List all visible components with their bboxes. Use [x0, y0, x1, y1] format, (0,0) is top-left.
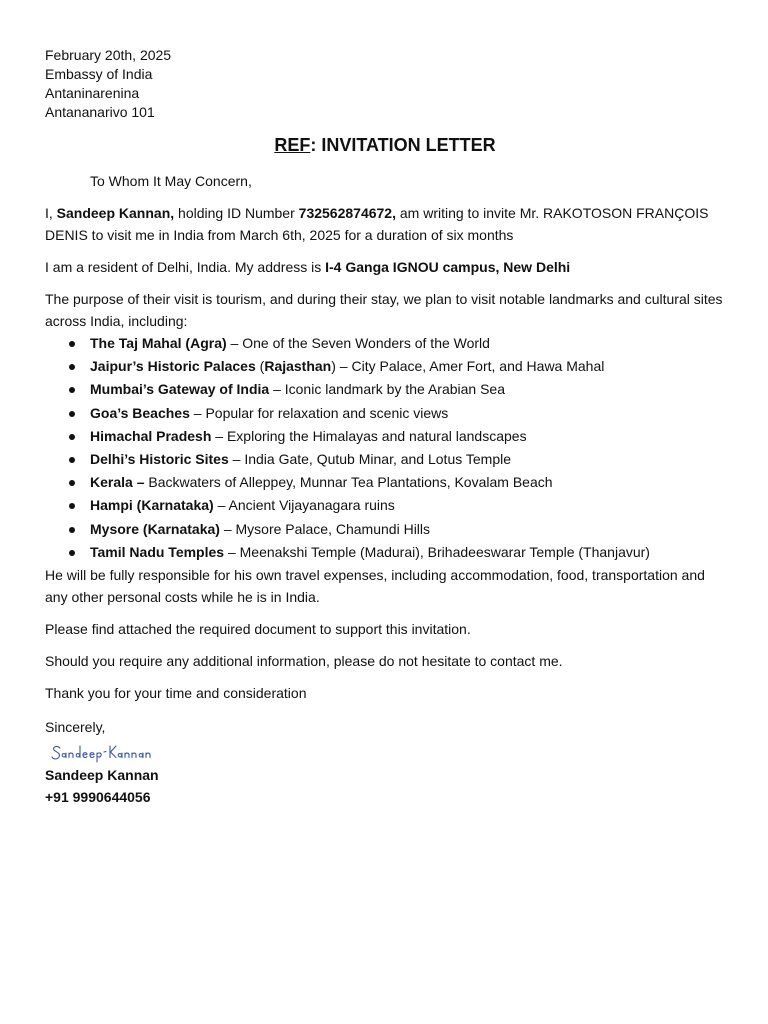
list-item [90, 494, 725, 517]
contact-paragraph: Should you require any additional information, please do not hesitate to contact me. [45, 653, 563, 670]
site-desc: – Popular for relaxation and scenic views [189, 404, 449, 421]
signer-phone: +91 9990644056 [45, 789, 151, 806]
list-item [90, 541, 725, 564]
letter-page [45, 46, 725, 808]
site-desc: – Iconic landmark by the Arabian Sea [269, 381, 505, 398]
site-desc: – One of the Seven Wonders of the World [226, 335, 490, 351]
list-item [90, 518, 725, 541]
site-name: Jaipur’s Historic Palaces [90, 358, 256, 375]
site-name: Himachal Pradesh [90, 427, 212, 444]
residence-text: I am a resident of Delhi, India. My address is [45, 259, 326, 275]
site-name: Mumbai’s Gateway of India [90, 381, 270, 398]
sites-list [45, 332, 725, 564]
site-name: Delhi’s Historic Sites [90, 451, 229, 468]
site-desc: – Ancient Vijayanagara ruins [213, 497, 395, 514]
inviter-name: Sandeep Kannan, [56, 205, 175, 221]
letter-date: February 20th, 2025 [45, 47, 172, 63]
site-desc: ) – City Palace, Amer Fort, and Hawa Mahal [331, 358, 605, 375]
site-desc: ( [255, 358, 265, 375]
site-name: Goa’s Beaches [90, 404, 190, 421]
letter-title [45, 134, 725, 156]
recipient-line-2: Antaninarenina [45, 85, 140, 101]
site-region: Rajasthan [264, 358, 332, 375]
site-desc: – Meenakshi Temple (Madurai), Brihadeeswarar Temple (Thanjavur) [224, 543, 650, 560]
intro-paragraph [45, 202, 725, 246]
residence-address: I-4 Ganga IGNOU campus, New Delhi [325, 259, 571, 275]
address-block [45, 46, 725, 122]
responsibility-paragraph: He will be fully responsible for his own travel expenses, including accommodation, food, transportation and any other personal costs while he is in India. [45, 567, 705, 606]
list-item [90, 332, 725, 355]
list-item [90, 448, 725, 471]
attachment-paragraph: Please find attached the required document to support this invitation. [45, 621, 471, 638]
closing: Sincerely, [45, 719, 106, 736]
recipient-line-3: Antananarivo 101 [45, 104, 155, 120]
site-name: The Taj Mahal (Agra) [90, 335, 227, 351]
site-name: Tamil Nadu Temples [90, 543, 225, 560]
recipient-line-1: Embassy of India [45, 66, 153, 82]
site-desc: – Exploring the Himalayas and natural landscapes [211, 427, 527, 444]
title-text: : INVITATION LETTER [310, 135, 496, 155]
intro-text-3: am writing to invite Mr. RAKOTOSON FRANÇOIS DENIS to visit me in India from March 6th, 2025 for a duration of six months [45, 205, 709, 243]
purpose-paragraph: The purpose of their visit is tourism, and during their stay, we plan to visit notable landmarks and cultural sites across India, including: [45, 291, 723, 329]
salutation: To Whom It May Concern, [90, 173, 252, 189]
id-number: 732562874672, [298, 205, 396, 221]
site-desc: Backwaters of Alleppey, Munnar Tea Plantations, Kovalam Beach [144, 474, 553, 491]
site-desc: – India Gate, Qutub Minar, and Lotus Temple [228, 451, 511, 468]
list-item [90, 471, 725, 494]
intro-text-1: I, [45, 205, 57, 221]
thanks-paragraph: Thank you for your time and consideration [45, 685, 307, 702]
ref-label: REF [274, 135, 311, 155]
handwritten-signature [50, 740, 160, 764]
list-item [90, 402, 725, 425]
site-name: Kerala – [90, 474, 145, 491]
residence-paragraph [45, 256, 725, 278]
intro-text-2: holding ID Number [174, 205, 299, 221]
list-item [90, 378, 725, 401]
signer-name: Sandeep Kannan [45, 767, 159, 784]
site-desc: – Mysore Palace, Chamundi Hills [219, 520, 431, 537]
list-item [90, 355, 725, 378]
site-name: Mysore (Karnataka) [90, 520, 220, 537]
site-name: Hampi (Karnataka) [90, 497, 214, 514]
list-item [90, 425, 725, 448]
